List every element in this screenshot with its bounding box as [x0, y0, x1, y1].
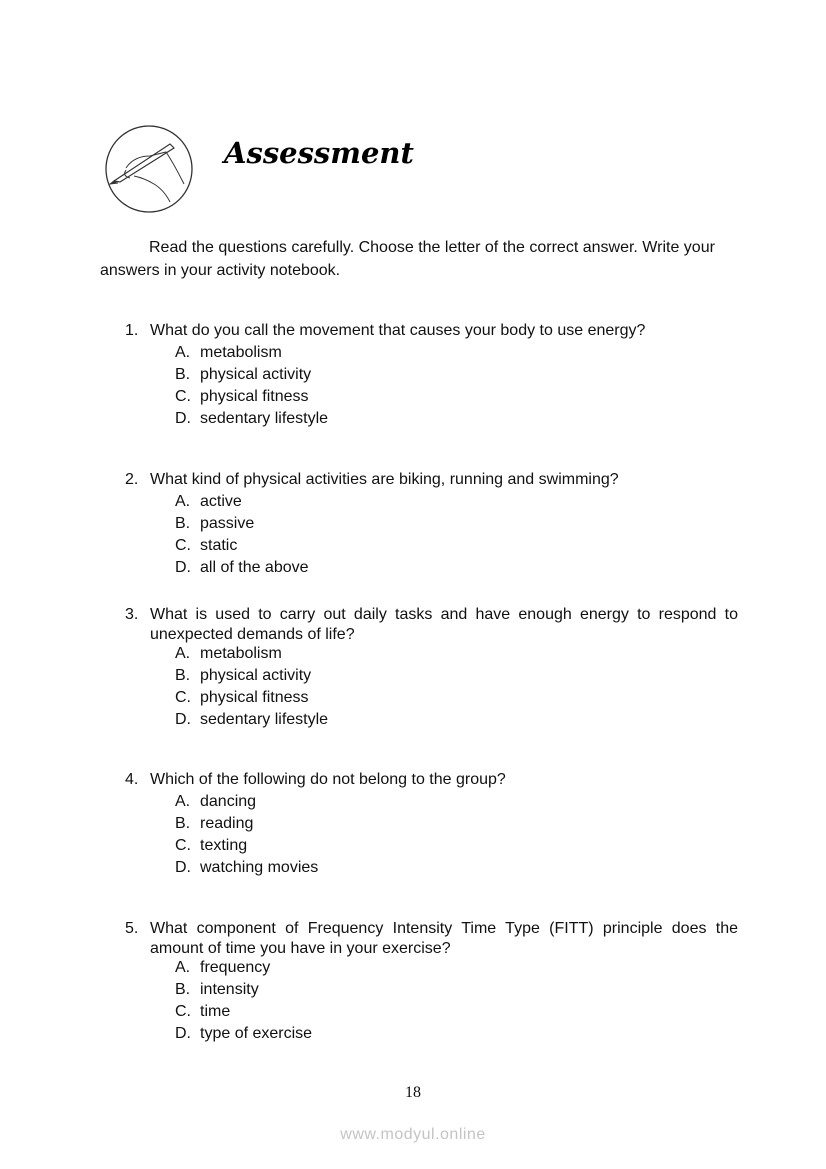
- option-text: dancing: [200, 793, 257, 810]
- option-text: sedentary lifestyle: [200, 711, 329, 728]
- question-text: What do you call the movement that causes your body to use energy?: [150, 322, 646, 339]
- question-text: unexpected demands of life?: [150, 626, 355, 643]
- question-text: What kind of physical activities are biking, running and swimming?: [150, 471, 619, 488]
- question-text: What is used to carry out daily tasks and have enough energy to respond to: [150, 606, 738, 623]
- option-text: physical fitness: [200, 689, 309, 706]
- question-text: amount of time you have in your exercise?: [150, 940, 451, 957]
- option-text: active: [200, 493, 242, 510]
- option-letter: C.: [175, 837, 191, 854]
- option-text: frequency: [200, 959, 271, 976]
- question-text: What component of Frequency Intensity Time Type (FITT) principle does the: [150, 920, 738, 937]
- option-text: type of exercise: [200, 1025, 313, 1042]
- option-letter: B.: [175, 981, 191, 998]
- option-text: sedentary lifestyle: [200, 410, 329, 427]
- option-text: physical activity: [200, 667, 312, 684]
- option-text: time: [200, 1003, 231, 1020]
- watermark: www.modyul.online: [340, 1126, 486, 1143]
- option-letter: A.: [175, 645, 191, 662]
- option-letter: A.: [175, 344, 191, 361]
- question-text: Which of the following do not belong to the group?: [150, 771, 506, 788]
- option-letter: B.: [175, 667, 191, 684]
- option-letter: D.: [175, 410, 191, 427]
- option-letter: D.: [175, 711, 191, 728]
- option-letter: D.: [175, 859, 191, 876]
- option-letter: A.: [175, 959, 191, 976]
- question-number: 5.: [125, 920, 139, 937]
- option-letter: C.: [175, 537, 191, 554]
- option-text: static: [200, 537, 238, 554]
- option-letter: C.: [175, 689, 191, 706]
- option-text: metabolism: [200, 645, 282, 662]
- option-letter: A.: [175, 493, 191, 510]
- option-letter: C.: [175, 1003, 191, 1020]
- instructions-line-1: Read the questions carefully. Choose the letter of the correct answer. Write your: [149, 239, 715, 256]
- question-number: 3.: [125, 606, 139, 623]
- option-text: physical fitness: [200, 388, 309, 405]
- question-number: 2.: [125, 471, 139, 488]
- instructions-line-2: answers in your activity notebook.: [100, 262, 341, 279]
- option-letter: A.: [175, 793, 191, 810]
- option-letter: B.: [175, 366, 191, 383]
- page-title: Assessment: [224, 136, 414, 170]
- option-text: watching movies: [200, 859, 319, 876]
- option-letter: D.: [175, 1025, 191, 1042]
- hand-writing-pencil-icon: [104, 124, 194, 214]
- option-letter: D.: [175, 559, 191, 576]
- option-letter: B.: [175, 515, 191, 532]
- option-text: passive: [200, 515, 255, 532]
- option-letter: B.: [175, 815, 191, 832]
- option-letter: C.: [175, 388, 191, 405]
- question-number: 4.: [125, 771, 139, 788]
- option-text: metabolism: [200, 344, 282, 361]
- option-text: reading: [200, 815, 254, 832]
- option-text: intensity: [200, 981, 259, 998]
- option-text: texting: [200, 837, 248, 854]
- page-number: 18: [405, 1084, 421, 1101]
- question-number: 1.: [125, 322, 139, 339]
- option-text: physical activity: [200, 366, 312, 383]
- option-text: all of the above: [200, 559, 309, 576]
